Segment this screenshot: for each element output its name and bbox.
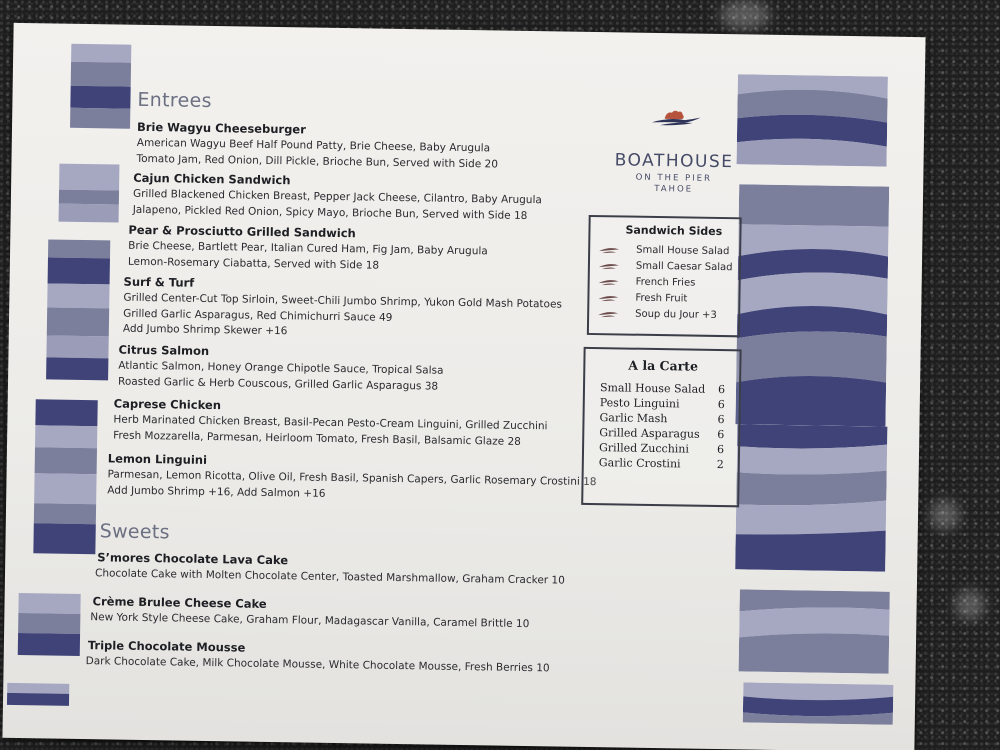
table-glare (955, 590, 985, 620)
sweet-desc: New York Style Cheese Cake, Graham Flour, Madagascar Vanilla, Caramel Brittle 10 (90, 611, 530, 631)
entree-desc: Grilled Center-Cut Top Sirloin, Sweet-Chili Jumbo Shrimp, Yukon Gold Mash Potatoes Grilled Garlic Asparagus, Red Chimichurri Sauce 49 Add Jumbo Shrimp Skewer +16 (122, 291, 563, 338)
boat-icon (598, 245, 620, 255)
a-la-carte-item-price: 6 (717, 427, 725, 442)
boat-icon (598, 261, 620, 271)
entree-desc: Brie Cheese, Bartlett Pear, Italian Cured Ham, Fig Jam, Baby Arugula Lemon-Rosemary Ciabatta, Served with Side 18 (127, 239, 488, 272)
entree-desc: Herb Marinated Chicken Breast, Basil-Pecan Pesto-Cream Linguini, Grilled Zucchini Fresh Mozzarella, Parmesan, Heirloom Tomato, Fresh Basil, Balsamic Glaze 28 (113, 413, 548, 448)
menu-sheet (2, 23, 925, 750)
left-stripe-block (18, 593, 81, 656)
sandwich-side-item: French Fries (635, 276, 696, 289)
right-wave-band (743, 682, 894, 724)
entree-name: Cajun Chicken Sandwich (133, 170, 291, 188)
a-la-carte-item-name: Pesto Linguini (599, 396, 680, 411)
entree-desc: Grilled Blackened Chicken Breast, Pepper Jack Cheese, Cilantro, Baby Arugula Jalapeno, Pickled Red Onion, Spicy Mayo, Brioche Bun, Served with Side 18 (132, 187, 542, 222)
a-la-carte-item-name: Grilled Zucchini (598, 441, 690, 456)
entree-name: Caprese Chicken (113, 396, 222, 413)
left-stripe-block (7, 683, 69, 706)
sandwich-side-item: Soup du Jour +3 (635, 308, 717, 321)
a-la-carte-item-price: 2 (716, 457, 724, 472)
entree-name: Pear & Prosciutto Grilled Sandwich (128, 222, 356, 241)
a-la-carte-title: A la Carte (628, 357, 699, 374)
sweet-desc: Dark Chocolate Cake, Milk Chocolate Mousse, White Chocolate Mousse, Fresh Berries 10 (85, 655, 550, 675)
sweet-name: Crème Brulee Cheese Cake (92, 594, 267, 611)
boat-icon (598, 277, 620, 287)
sandwich-side-item: Small Caesar Salad (635, 260, 733, 274)
entrees-heading: Entrees (137, 88, 212, 113)
entree-name: Brie Wagyu Cheeseburger (136, 119, 306, 137)
left-stripe-block (33, 399, 97, 554)
left-stripe-block (59, 164, 120, 223)
a-la-carte-item-name: Garlic Mash (599, 411, 668, 426)
a-la-carte-item-price: 6 (717, 397, 725, 412)
sandwich-side-item: Small House Salad (636, 244, 730, 258)
left-stripe-block (70, 44, 131, 129)
boathouse-logo-icon (602, 107, 748, 154)
right-wave-band (735, 184, 889, 426)
boat-icon (597, 293, 619, 303)
left-stripe-block (46, 239, 110, 380)
sweet-desc: Chocolate Cake with Molten Chocolate Center, Toasted Marshmallow, Graham Cracker 10 (94, 567, 565, 587)
sandwich-side-item: Fresh Fruit (635, 292, 688, 305)
entree-desc: American Wagyu Beef Half Pound Patty, Brie Cheese, Baby Arugula Tomato Jam, Red Onion, Dill Pickle, Brioche Bun, Served with Side 20 (136, 136, 499, 171)
entree-name: Citrus Salmon (118, 342, 210, 358)
right-wave-band (739, 589, 890, 673)
sweet-name: Triple Chocolate Mousse (87, 638, 246, 655)
table-glare (720, 0, 770, 30)
a-la-carte-item-name: Small House Salad (599, 381, 706, 396)
sweets-heading: Sweets (99, 520, 171, 544)
entree-name: Lemon Linguini (107, 451, 208, 467)
entree-name: Surf & Turf (123, 274, 195, 290)
table-glare (930, 500, 960, 530)
a-la-carte-item-name: Garlic Crostini (598, 456, 681, 471)
right-wave-band (735, 424, 887, 571)
boat-icon (597, 309, 619, 319)
a-la-carte-item-name: Grilled Asparagus (599, 426, 700, 441)
restaurant-name: BOATHOUSE (614, 150, 734, 173)
entree-desc: Atlantic Salmon, Honey Orange Chipotle Sauce, Tropical Salsa Roasted Garlic & Herb Couscous, Grilled Garlic Asparagus 38 (117, 359, 444, 393)
a-la-carte-item-price: 6 (717, 382, 726, 397)
restaurant-subtitle: ON THE PIER TAHOE (635, 172, 713, 195)
a-la-carte-item-price: 6 (717, 412, 725, 427)
a-la-carte-item-price: 6 (716, 442, 725, 457)
sweet-name: S’mores Chocolate Lava Cake (97, 550, 289, 568)
entree-desc: Parmesan, Lemon Ricotta, Olive Oil, Fresh Basil, Spanish Capers, Garlic Rosemary Crostini 18 Add Jumbo Shrimp +16, Add Salmon +16 (107, 468, 597, 500)
right-wave-band (737, 74, 888, 166)
sandwich-sides-title: Sandwich Sides (625, 223, 723, 239)
